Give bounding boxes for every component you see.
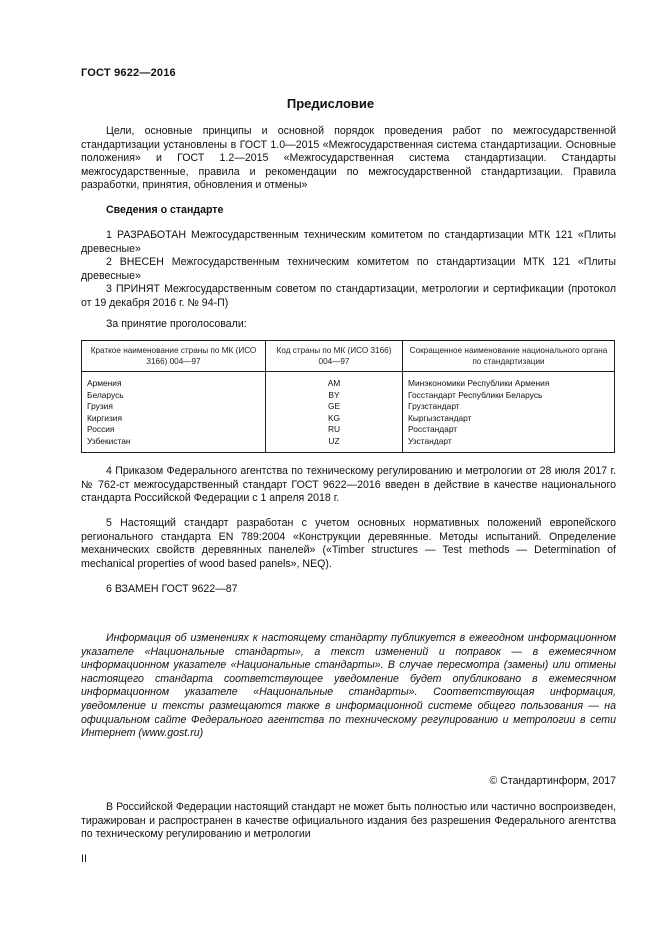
- cell-body: Росстандарт: [403, 424, 615, 436]
- intro-paragraph: [81, 125, 616, 193]
- cell-country: Узбекистан: [82, 436, 266, 453]
- item-2-text: 2 ВНЕСЕН Межгосударственным техническим комитетом по стандартизации МТК 121 «Плиты древесные»: [81, 256, 616, 282]
- item-5: [81, 517, 616, 571]
- cell-country: Россия: [82, 424, 266, 436]
- header-body: Сокращенное наименование национального органа по стандартизации: [403, 341, 615, 372]
- item-6-text: 6 ВЗАМЕН ГОСТ 9622—87: [106, 583, 238, 595]
- item-6: [81, 583, 616, 597]
- page-number: II: [81, 853, 87, 865]
- table-row: [82, 436, 615, 453]
- page-title: Предисловие: [286, 96, 375, 111]
- item-2: [81, 256, 616, 283]
- header-code: Код страны по МК (ИСО 3166) 004—97: [266, 341, 403, 372]
- item-3-text: 3 ПРИНЯТ Межгосударственным советом по стандартизации, метрологии и сертификации (протокол от 19 декабря 2016 г. № 94-П): [81, 283, 616, 309]
- table-row: [82, 401, 615, 413]
- header-country: Краткое наименование страны по МК (ИСО 3166) 004—97: [82, 341, 266, 372]
- item-5-text: 5 Настоящий стандарт разработан с учетом основных нормативных положений европейского регионального стандарта EN 789:2004 «Конструкции деревянные. Методы испытаний. Определение механических свойств деревянных панелей» («Timber structures — Test methods — Determination of mechanical properties of wood based panels», NEQ).: [81, 517, 616, 570]
- cell-code: BY: [266, 390, 403, 402]
- cell-code: GE: [266, 401, 403, 413]
- cell-code: RU: [266, 424, 403, 436]
- cell-country: Грузия: [82, 401, 266, 413]
- voted-label: За принятие проголосовали:: [106, 318, 247, 330]
- cell-body: Минэкономики Республики Армения: [403, 372, 615, 390]
- table-row: [82, 424, 615, 436]
- voting-table: [81, 340, 615, 453]
- cell-body: Грузстандарт: [403, 401, 615, 413]
- table-header-row: [82, 341, 615, 372]
- notice-text: Информация об изменениях к настоящему стандарту публикуется в ежегодном информационном указателе «Национальные стандарты», а текст изменений и поправок — в ежемесячном информационном указателе «Национальные стандарты». В случае пересмотра (замены) или отмены настоящего стандарта соответствующее уведомление будет опубликовано в ежемесячном информационном указателе «Национальные стандарты». Соответствующая информация, уведомление и тексты размещаются также в информационной системе общего пользования — на официальном сайте Федерального агентства по техническому регулированию и метрологии в сети Интернет (www.gost.ru): [81, 632, 616, 740]
- cell-country: Армения: [82, 372, 266, 390]
- cell-body: Кыргызстандарт: [403, 413, 615, 425]
- copyright: © Стандартинформ, 2017: [489, 775, 616, 787]
- cell-code: UZ: [266, 436, 403, 453]
- table-row: [82, 390, 615, 402]
- cell-country: Беларусь: [82, 390, 266, 402]
- rights-text: В Российской Федерации настоящий стандарт не может быть полностью или частично воспроизведен, тиражирован и распространен в качестве официального издания без разрешения Федерального агентства по техническому регулированию и метрологии: [81, 801, 616, 841]
- cell-country: Киргизия: [82, 413, 266, 425]
- cell-body: Госстандарт Республики Беларусь: [403, 390, 615, 402]
- cell-body: Узстандарт: [403, 436, 615, 453]
- cell-code: KG: [266, 413, 403, 425]
- standard-id: ГОСТ 9622—2016: [81, 67, 176, 79]
- rights-paragraph: [81, 801, 616, 842]
- item-4-text: 4 Приказом Федерального агентства по техническому регулированию и метрологии от 28 июля 2017 г. № 762-ст межгосударственный стандарт ГОСТ 9622—2016 введен в действие в качестве национального стандарта Российской Федерации с 1 апреля 2018 г.: [81, 465, 616, 505]
- intro-text: Цели, основные принципы и основной порядок проведения работ по межгосударственной стандартизации установлены в ГОСТ 1.0—2015 «Межгосударственная система стандартизации. Основные положения» и ГОСТ 1.2—2015 «Межгосударственная система стандартизации. Стандарты межгосударственные, правила и рекомендации по межгосударственной стандартизации. Правила разработки, принятия, обновления и отмены»: [81, 125, 616, 192]
- item-1: [81, 229, 616, 256]
- item-4: [81, 465, 616, 506]
- cell-code: AM: [266, 372, 403, 390]
- table-row: [82, 413, 615, 425]
- table-row: [82, 372, 615, 390]
- info-heading: Сведения о стандарте: [106, 204, 224, 216]
- item-1-text: 1 РАЗРАБОТАН Межгосударственным техническим комитетом по стандартизации МТК 121 «Плиты древесные»: [81, 229, 616, 255]
- item-3: [81, 283, 616, 310]
- notice-paragraph: [81, 632, 616, 741]
